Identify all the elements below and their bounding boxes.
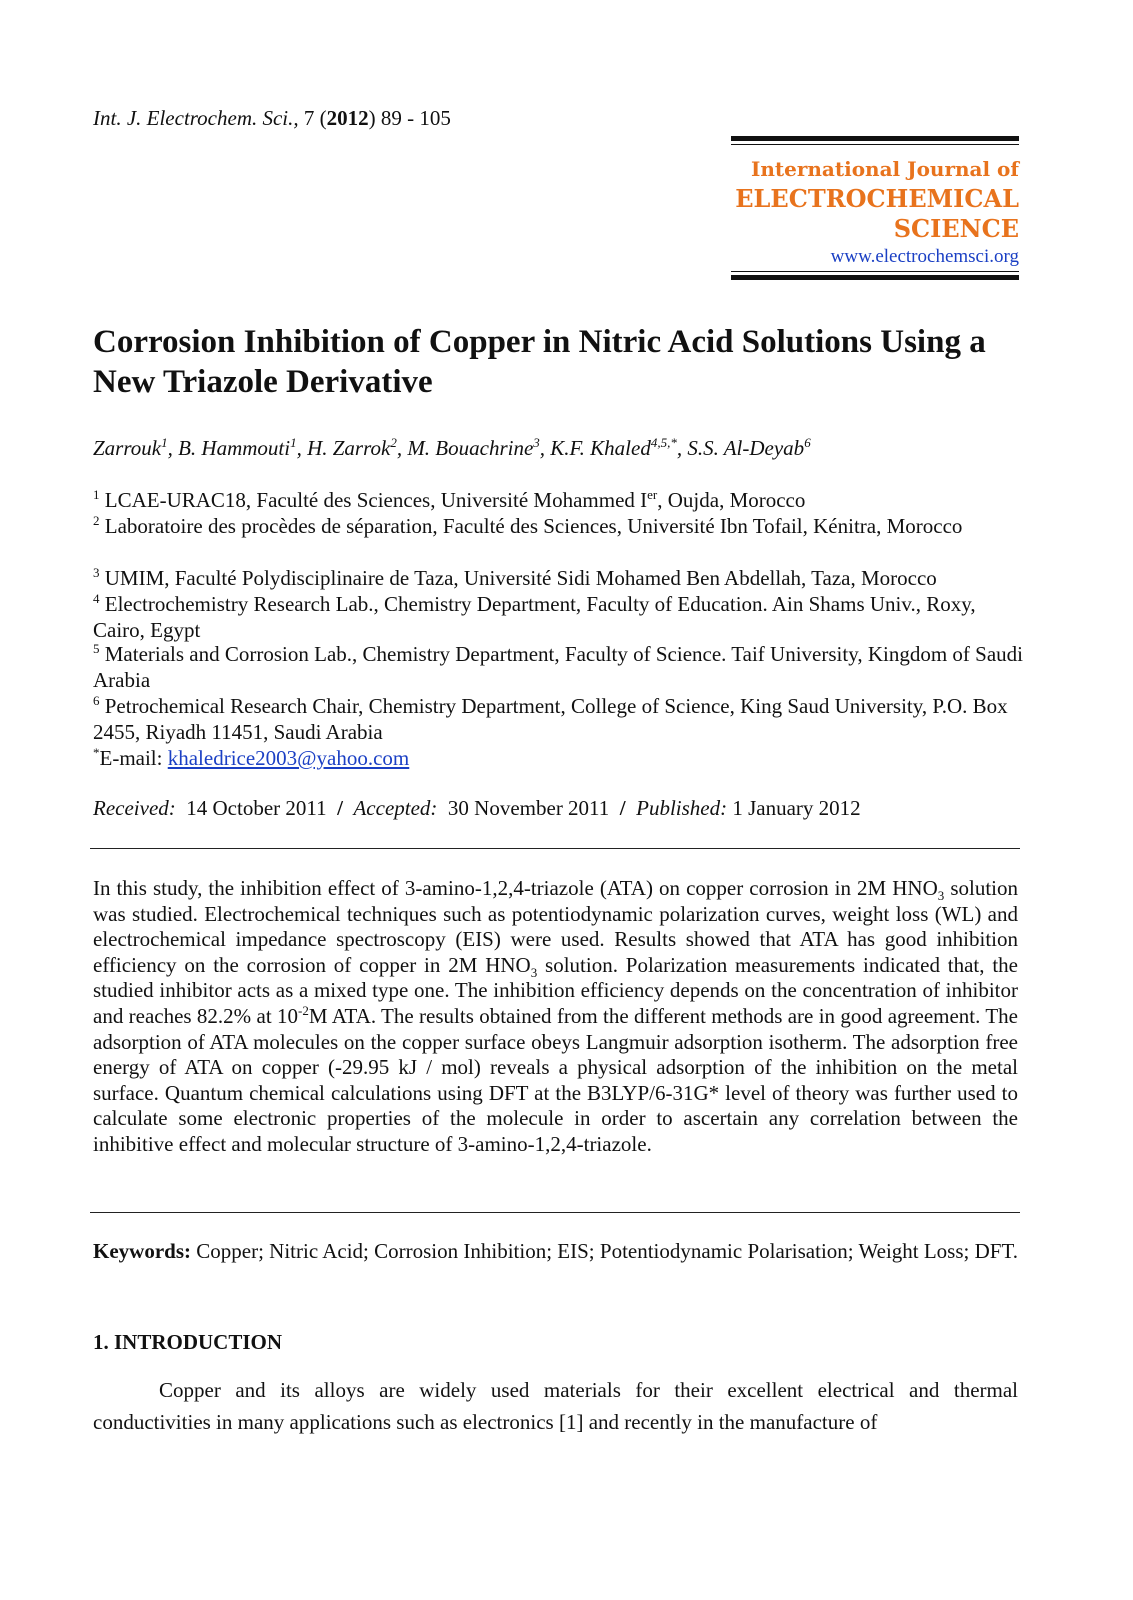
keywords [93,1238,1018,1264]
affiliation-1: $^1$ LCAE-URAC18, Faculté des Sciences, Université Mohammed Ier, Oujda, Morocco [93,487,806,512]
volume: 7 [303,106,315,130]
abstract-divider-bottom [90,1212,1020,1213]
author: K.F. Khaled [550,436,651,460]
affiliation-4: $^4$ Electrochemistry Research Lab., Chemistry Department, Faculty of Education. Ain Shams Univ., Roxy, Cairo, Egypt [93,591,976,642]
author: Zarrouk [93,436,162,460]
header-rule-top-thick [731,136,1019,141]
year-close: ) [368,106,376,130]
abstract: In this study, the inhibition effect of 3-amino-1,2,4-triazole (ATA) on copper corrosion in 2M $HNO_3$ solution was studied. Electrochemical techniques such as potentiodynamic polarization curves, weight loss (WL) and electrochemical impedance spectroscopy (EIS) were used. Results showed that ATA has good inhibition efficiency on the corrosion of copper in 2M $HNO_3$ solution. Polarization measurements indicated that, the studied inhibitor acts as a mixed type one. The inhibition efficiency depends on the concentration of inhibitor and reaches 82.2% at $10^{-2}M$ ATA. The results obtained from the different methods are in good agreement. The adsorption of ATA molecules on the copper surface obeys Langmuir adsorption isotherm. The adsorption free energy of ATA on copper (-29.95 kJ / mol) reveals a physical adsorption of the inhibition on the metal surface. Quantum chemical calculations using DFT at the B3LYP/6-31G* level of theory was further used to calculate some electronic properties of the molecule in order to ascertain any correlation between the inhibitive effect and molecular structure of 3-amino-1,2,4-triazole. [93,876,1018,1156]
author-list: Zarrouk$^1$, B. Hammouti$^1$, H. Zarrok$^2$, M. Bouachrine$^3$, K.F. Khaled$^{4,5,*}$, S.S. Al-Deyab$^6$ [93,435,811,460]
journal-url-link[interactable]: www.electrochemsci.org [830,246,1019,267]
author: S.S. Al-Deyab [687,436,805,460]
header-rule-bottom-thin [731,271,1019,272]
header-rule-top-thin [731,144,1019,145]
email-link[interactable]: khaledrice2003@yahoo.com [167,746,410,770]
author: B. Hammouti [178,436,291,460]
affiliation-2: $^2$ Laboratoire des procèdes de séparation, Faculté des Sciences, Université Ibn Tofail, Kénitra, Morocco [93,513,963,538]
affiliation-6: $^6$ Petrochemical Research Chair, Chemistry Department, College of Science, King Saud University, P.O. Box 2455, Riyadh 11451, Saudi Arabia [93,693,1008,744]
affiliation-3: $^3$ UMIM, Faculté Polydisciplinaire de Taza, Université Sidi Mohamed Ben Abdellah, Taza, Morocco [93,565,937,590]
header-rule-bottom-thick [731,275,1019,280]
pages: 89 - 105 [380,106,451,130]
keywords-text: Copper; Nitric Acid; Corrosion Inhibition; EIS; Potentiodynamic Polarisation; Weight Loss; DFT. [191,1239,1018,1263]
journal-abbrev: Int. J. Electrochem. Sci., [93,106,299,130]
citation-line [93,106,451,131]
year-open: ( [319,106,327,130]
year: 2012 [326,106,369,130]
received-date: 14 October 2011 [186,796,327,820]
publication-dates: Received: 14 October 2011 / Accepted: 30 November 2011 / Published: 1 January 2012 [93,796,861,820]
published-date: 1 January 2012 [732,796,861,820]
author: H. Zarrok [307,436,391,460]
journal-name-line1: International Journal of [750,157,1019,181]
corresponding-email: *E-mail: khaledrice2003@yahoo.com [93,745,410,770]
accepted-date: 30 November 2011 [447,796,610,820]
author: M. Bouachrine [407,436,534,460]
journal-name-line2: ELECTROCHEMICAL [735,184,1019,213]
introduction-paragraph: Copper and its alloys are widely used materials for their excellent electrical and thermal conductivities in many applications such as electronics [1] and recently in the manufacture of [93,1378,1018,1434]
abstract-divider-top [90,848,1020,849]
keywords-label: Keywords: [93,1239,191,1263]
paper-title: Corrosion Inhibition of Copper in Nitric Acid Solutions Using a New Triazole Derivative [93,324,986,400]
journal-name-line3: SCIENCE [893,214,1019,243]
affiliation-5: $^5$ Materials and Corrosion Lab., Chemistry Department, Faculty of Science. Taif University, Kingdom of Saudi Arabia [93,641,1024,692]
section-heading-introduction: 1. INTRODUCTION [93,1330,283,1354]
